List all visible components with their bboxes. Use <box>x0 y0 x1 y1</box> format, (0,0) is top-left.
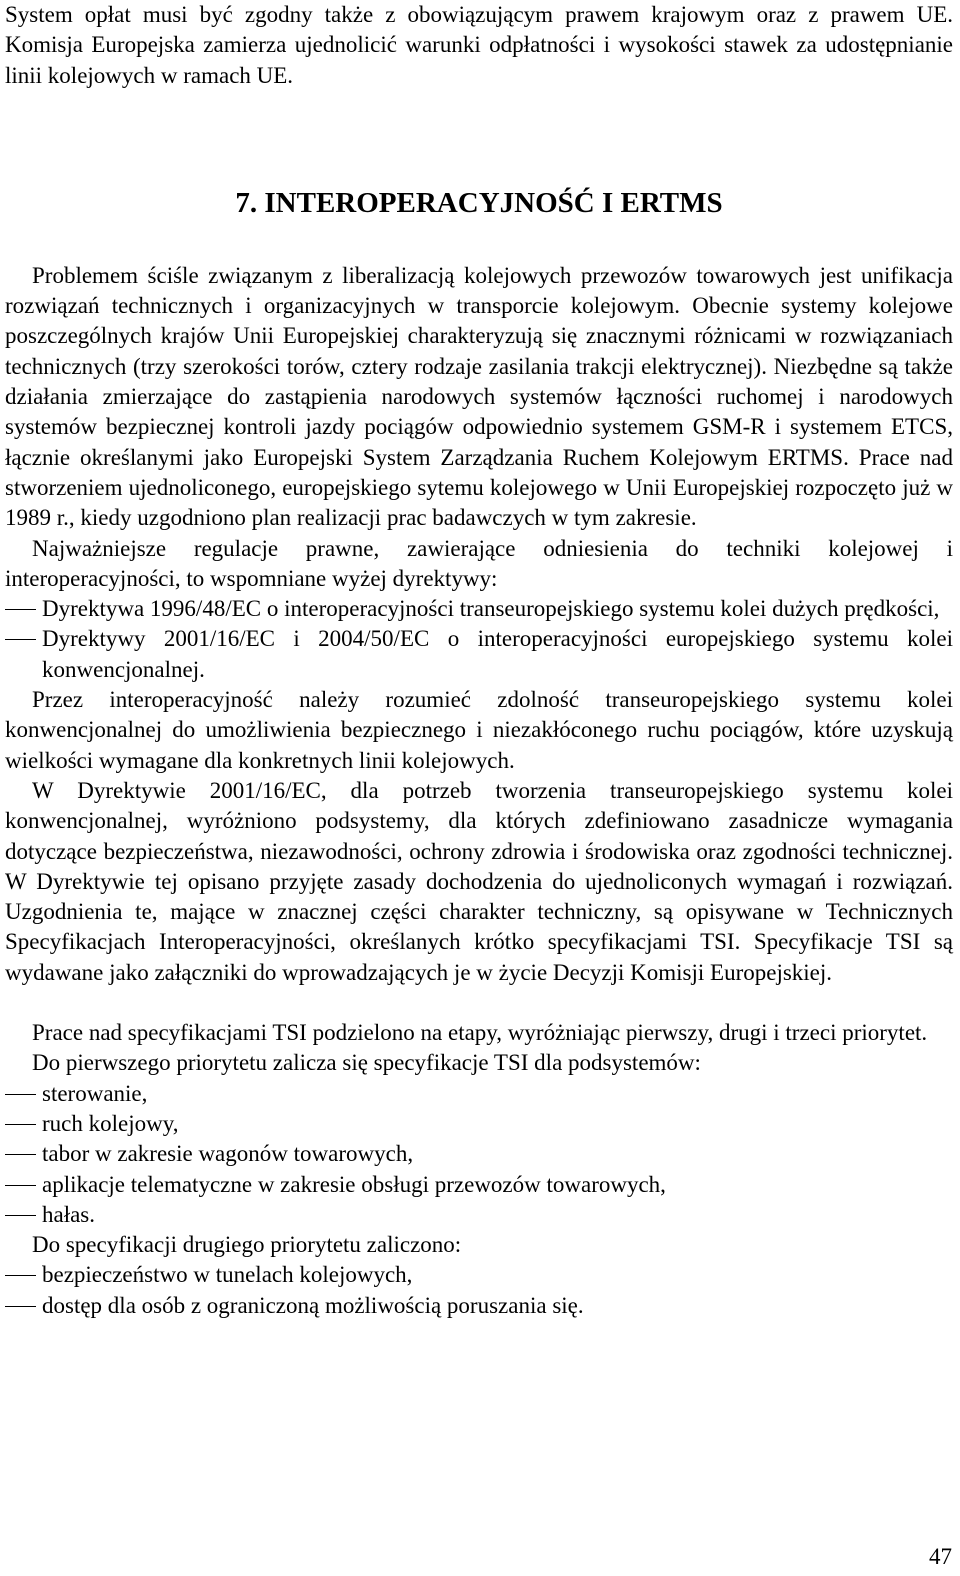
paragraph-3: Przez interoperacyjność należy rozumieć zdolność transeuropejskiego systemu kolei konwencjonalnej do umożliwienia bezpiecznego i niezakłóconego ruchu pociągów, które uzyskują wielkości wymagane dla konkretnych linii kolejowych. <box>5 687 953 773</box>
page-number: 47 <box>929 1544 952 1569</box>
paragraph-7: Do specyfikacji drugiego priorytetu zaliczono: <box>32 1232 462 1258</box>
list-item: dostęp dla osób z ograniczoną możliwością poruszania się. <box>5 1291 953 1321</box>
paragraph-2: Najważniejsze regulacje prawne, zawierające odniesienia do techniki kolejowej i interoperacyjności, to wspomniane wyżej dyrektywy: <box>5 535 953 591</box>
directive-list <box>5 594 953 685</box>
document-page <box>5 0 953 1321</box>
paragraph-4: W Dyrektywie 2001/16/EC, dla potrzeb tworzenia transeuropejskiego systemu kolei konwencjonalnej, wyróżniono podsystemy, dla których zdefiniowano zasadnicze wymagania dotyczące bezpieczeństwa, niezawodności, ochrony zdrowia i środowiska oraz zgodności technicznej. W Dyrektywie tej opisano przyjęte zasady dochodzenia do ujednoliconych wymagań i rozwiązań. Uzgodnienia te, mające w znacznej części charakter techniczny, są opisywane w Technicznych Specyfikacjach Interoperacyjności, określanych krótko specyfikacjami TSI. Specyfikacje TSI są wydawane jako załączniki do wprowadzających je w życie Decyzji Komisji Europejskiej. <box>5 777 953 985</box>
section-heading: 7. INTEROPERACYJNOŚĆ I ERTMS <box>235 186 723 219</box>
list-item: Dyrektywa 1996/48/EC o interoperacyjności transeuropejskiego systemu kolei dużych prędkości, <box>5 594 953 624</box>
spacer <box>5 988 953 1018</box>
list-item: Dyrektywy 2001/16/EC i 2004/50/EC o interoperacyjności europejskiego systemu kolei konwencjonalnej. <box>5 624 953 685</box>
list-item: ruch kolejowy, <box>5 1109 953 1139</box>
second-priority-list <box>5 1260 953 1321</box>
paragraph-1: Problemem ściśle związanym z liberalizacją kolejowych przewozów towarowych jest unifikacja rozwiązań technicznych i organizacyjnych w transporcie kolejowym. Obecnie systemy kolejowe poszczególnych krajów Unii Europejskiej charakteryzują się znacznymi różnicami w rozwiązaniach technicznych (trzy szerokości torów, cztery rodzaje zasilania trakcji elektrycznej). Niezbędne są także działania zmierzające do zastąpienia narodowych systemów łączności ruchomej i narodowych systemów bezpiecznej kontroli jazdy pociągów odpowiednio systemem GSM-R i systemem ETCS, łącznie określanymi jako Europejski System Zarządzania Ruchem Kolejowym ERTMS. Prace nad stworzeniem ujednoliconego, europejskiego sytemu kolejowego w Unii Europejskiej rozpoczęto już w 1989 r., kiedy uzgodniono plan realizacji prac badawczych w tym zakresie. <box>5 262 953 531</box>
list-item: aplikacje telematyczne w zakresie obsługi przewozów towarowych, <box>5 1170 953 1200</box>
first-priority-list <box>5 1079 953 1230</box>
paragraph-5: Prace nad specyfikacjami TSI podzielono na etapy, wyróżniając pierwszy, drugi i trzeci priorytet. <box>32 1020 928 1046</box>
list-item: sterowanie, <box>5 1079 953 1109</box>
list-item: hałas. <box>5 1200 953 1230</box>
intro-paragraph: System opłat musi być zgodny także z obowiązującym prawem krajowym oraz z prawem UE. Komisja Europejska zamierza ujednolicić warunki odpłatności i wysokości stawek za udostępnianie linii kolejowych w ramach UE. <box>5 2 953 88</box>
paragraph-6: Do pierwszego priorytetu zalicza się specyfikacje TSI dla podsystemów: <box>32 1050 701 1076</box>
list-item: bezpieczeństwo w tunelach kolejowych, <box>5 1260 953 1290</box>
list-item: tabor w zakresie wagonów towarowych, <box>5 1139 953 1169</box>
